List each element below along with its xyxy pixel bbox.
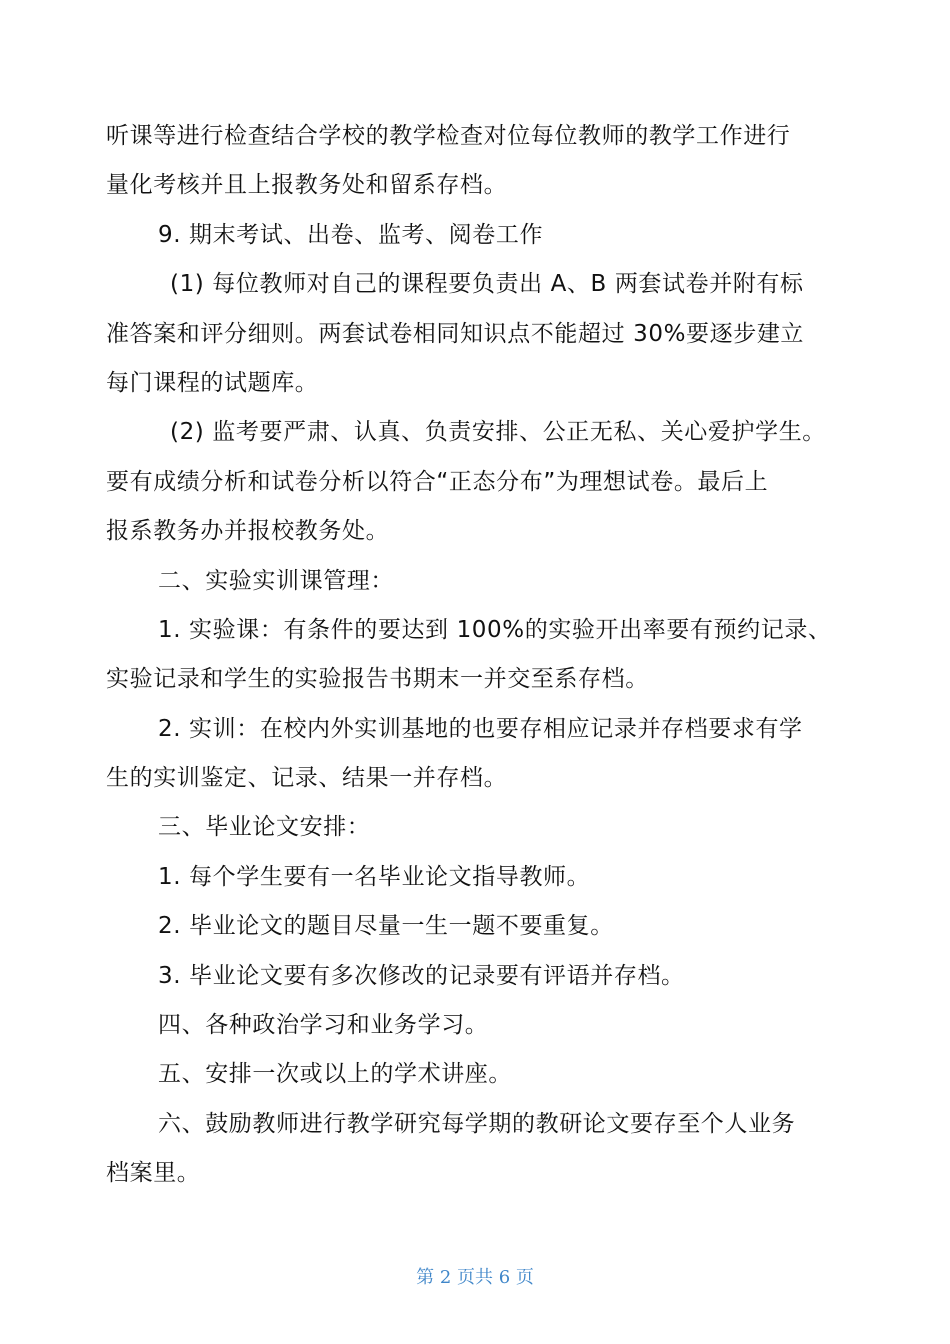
document-body [106,112,866,1199]
section-heading: 二、实验实训课管理： [158,567,394,594]
list-item: 2. 毕业论文的题目尽量一生一题不要重复。 [158,913,614,940]
text-line: 要有成绩分析和试卷分析以符合“正态分布”为理想试卷。最后上 [106,468,769,495]
section-heading: 六、鼓励教师进行教学研究每学期的教研论文要存至个人业务 [158,1110,796,1137]
text-line: 听课等进行检查结合学校的教学检查对位每位教师的教学工作进行 [106,123,791,149]
page-number-footer: 第 2 页共 6 页 [416,1267,534,1288]
text-line: 准答案和评分细则。两套试卷相同知识点不能超过 30%要逐步建立 [106,320,805,347]
list-item: (2) 监考要严肃、认真、负责安排、公正无私、关心爱护学生。 [170,419,826,446]
section-heading: 四、各种政治学习和业务学习。 [158,1012,489,1039]
section-heading: 五、安排一次或以上的学术讲座。 [158,1061,512,1088]
text-line: 档案里。 [106,1160,201,1187]
text-line: 量化考核并且上报教务处和留系存档。 [106,172,508,199]
list-item: 2. 实训：在校内外实训基地的也要存相应记录并存档要求有学 [158,715,803,742]
text-line: 报系教务办并报校教务处。 [106,518,390,545]
list-item: 1. 实验课：有条件的要达到 100%的实验开出率要有预约记录、 [158,616,832,643]
text-line: 生的实训鉴定、记录、结果一并存档。 [106,765,508,792]
text-line: 实验记录和学生的实验报告书期末一并交至系存档。 [106,666,649,693]
text-line: 每门课程的试题库。 [106,369,319,396]
section-heading: 三、毕业论文安排： [158,814,371,841]
section-heading: 9. 期末考试、出卷、监考、阅卷工作 [158,221,544,248]
list-item: 3. 毕业论文要有多次修改的记录要有评语并存档。 [158,962,685,989]
list-item: 1. 每个学生要有一名毕业论文指导教师。 [158,863,591,890]
list-item: (1) 每位教师对自己的课程要负责出 A、B 两套试卷并附有标 [170,271,804,298]
